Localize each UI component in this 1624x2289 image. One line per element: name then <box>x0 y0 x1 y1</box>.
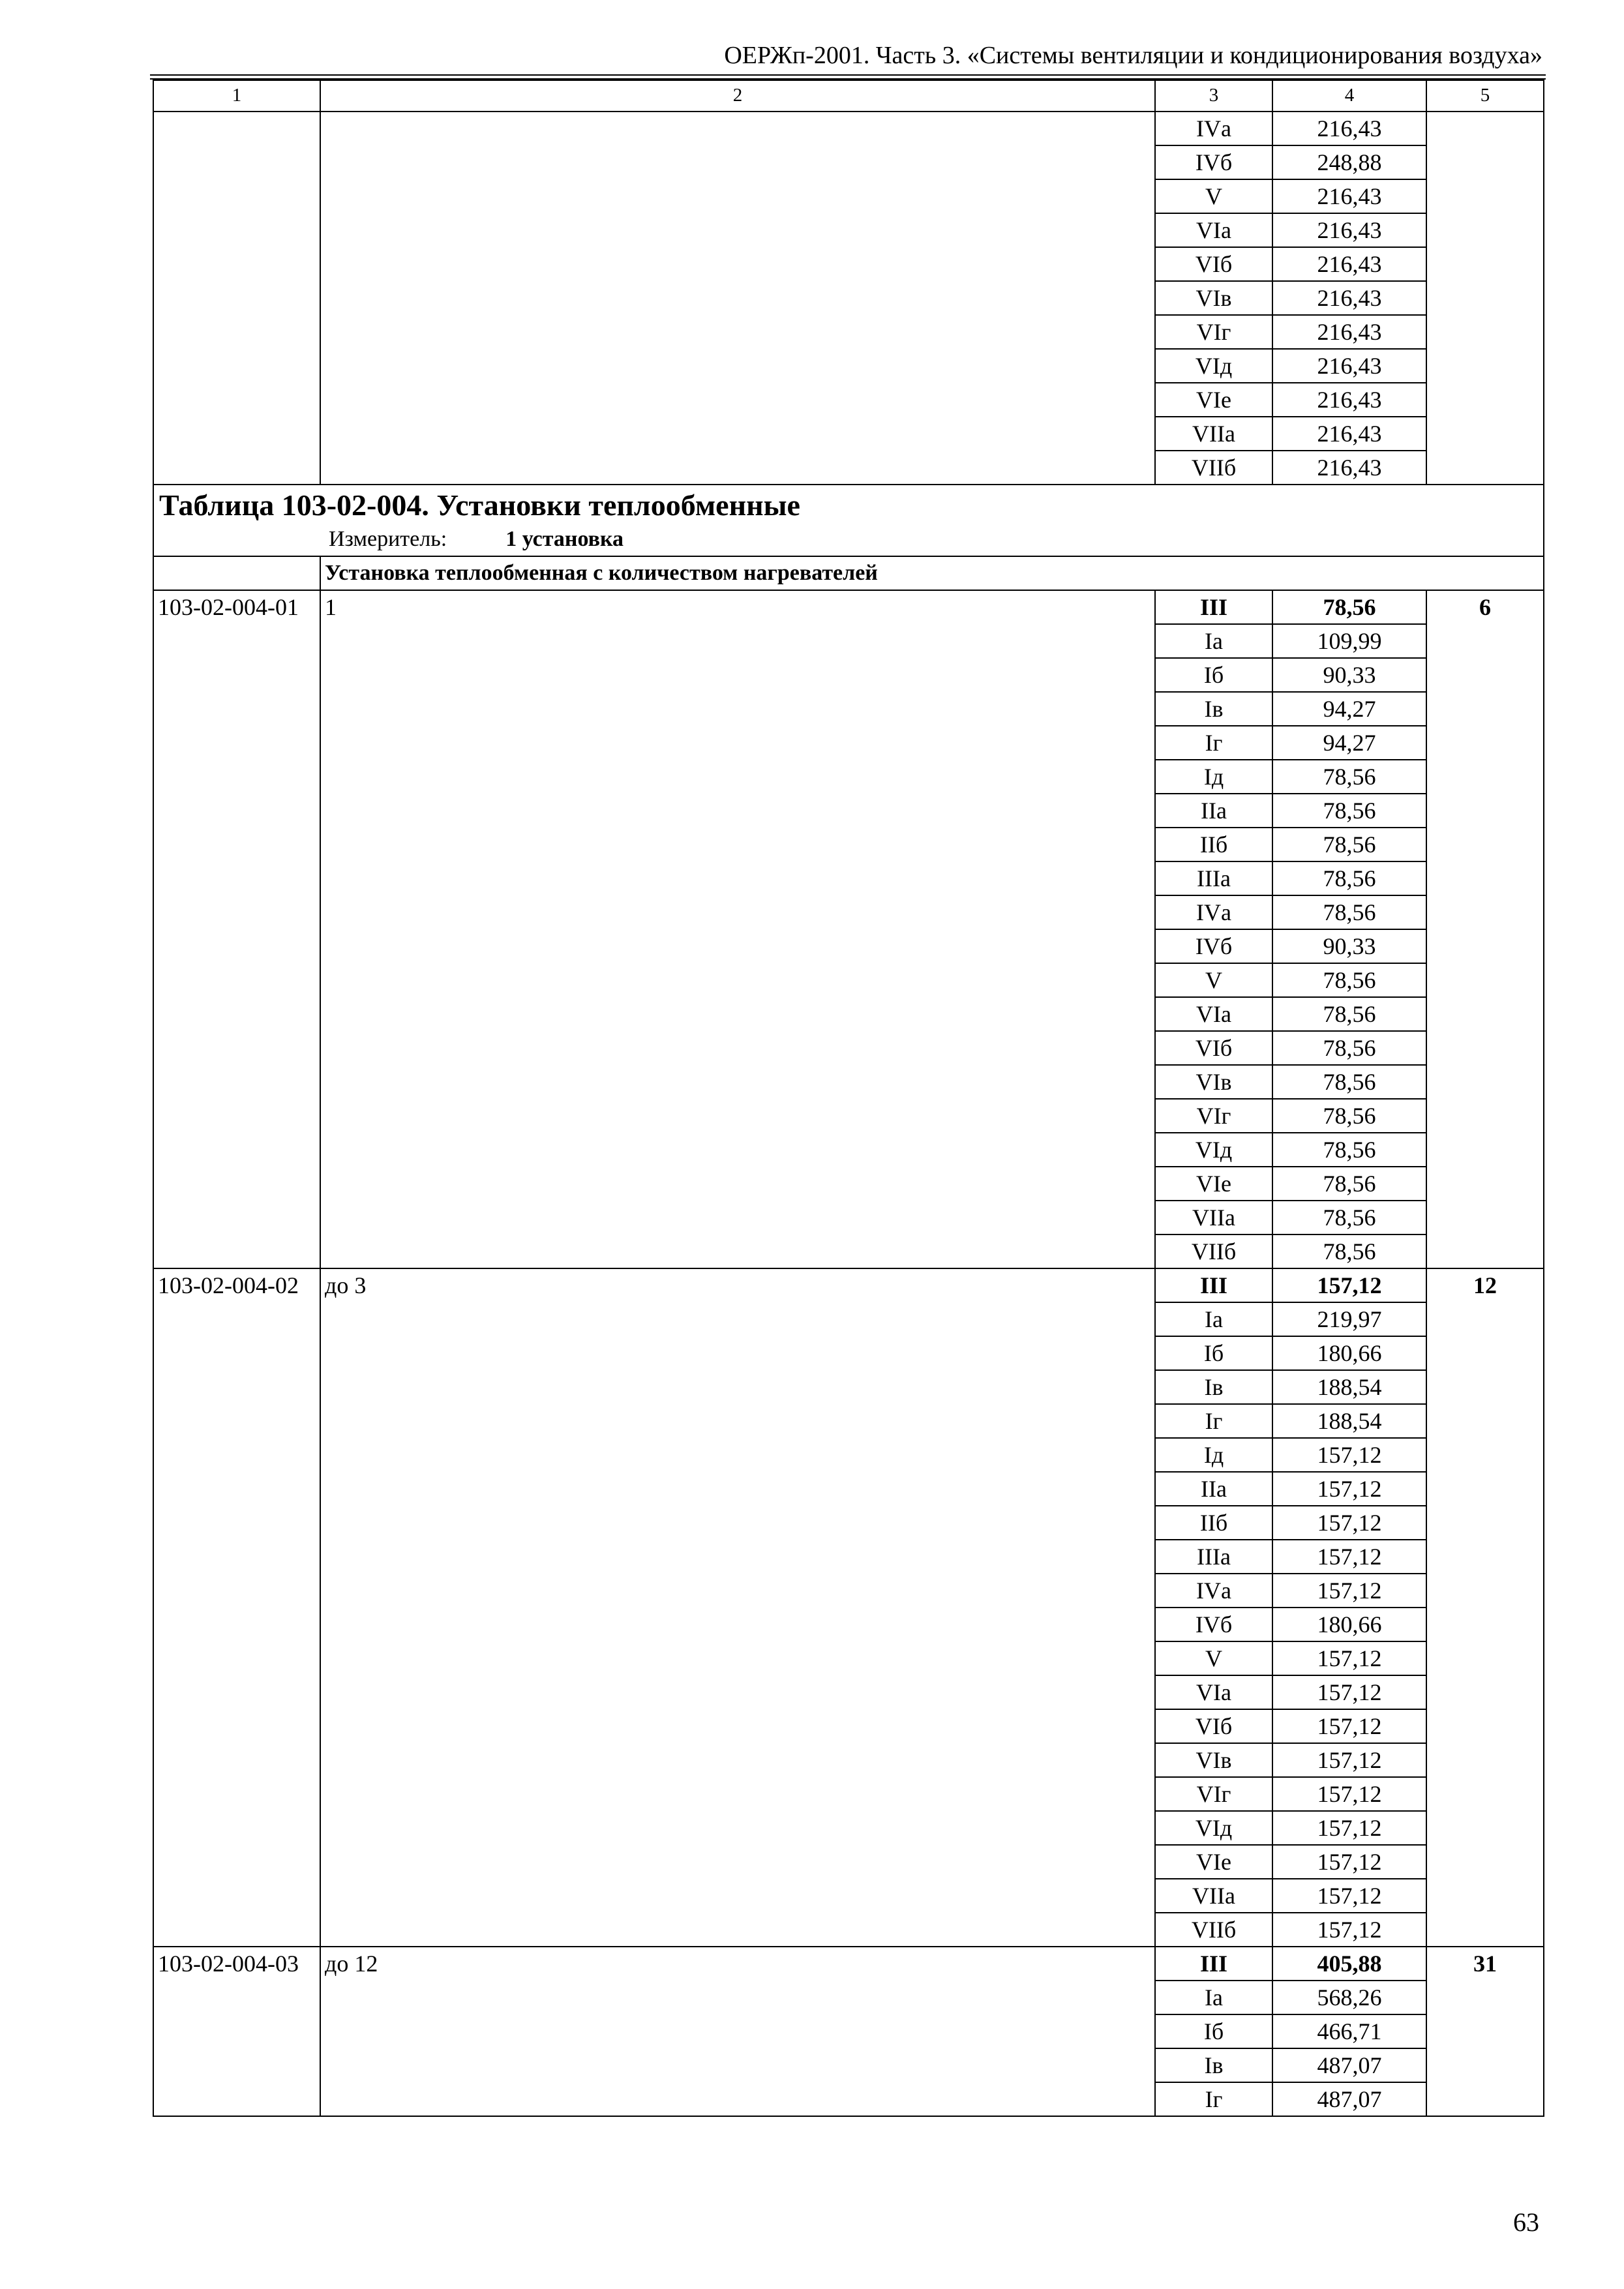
value-cell: 216,43 <box>1272 417 1426 451</box>
zone-cell: V <box>1155 1641 1272 1675</box>
zone-cell: Iа <box>1155 1981 1272 2014</box>
value-cell: 216,43 <box>1272 112 1426 145</box>
zone-cell: VIв <box>1155 1065 1272 1099</box>
zone-cell: IVб <box>1155 929 1272 963</box>
zone-cell: III <box>1155 1268 1272 1302</box>
zone-cell: VIе <box>1155 1845 1272 1879</box>
zone-cell: Iд <box>1155 1438 1272 1472</box>
table-row <box>153 590 1544 624</box>
zone-cell: VIд <box>1155 1811 1272 1845</box>
column-number-1: 1 <box>153 80 320 112</box>
value-cell: 157,12 <box>1272 1574 1426 1608</box>
value-cell: 157,12 <box>1272 1811 1426 1845</box>
table-row <box>153 112 1544 145</box>
value-cell: 216,43 <box>1272 213 1426 247</box>
value-cell: 216,43 <box>1272 315 1426 349</box>
value-cell: 94,27 <box>1272 692 1426 726</box>
zone-cell: Iб <box>1155 1336 1272 1370</box>
subtitle-cell: Установка теплообменная с количеством нагревателей <box>320 556 1544 590</box>
value-cell: 188,54 <box>1272 1404 1426 1438</box>
code-cell: 103-02-004-03 <box>153 1947 320 2116</box>
zone-cell: VIв <box>1155 1743 1272 1777</box>
zone-cell: VIIб <box>1155 1913 1272 1947</box>
value-cell: 466,71 <box>1272 2014 1426 2048</box>
column-number-5: 5 <box>1426 80 1544 112</box>
value-cell: 157,12 <box>1272 1268 1426 1302</box>
zone-cell: VIIа <box>1155 1879 1272 1913</box>
zone-cell: VIб <box>1155 247 1272 281</box>
zone-cell: VIе <box>1155 383 1272 417</box>
zone-cell: IIIа <box>1155 1540 1272 1574</box>
value-cell: 487,07 <box>1272 2082 1426 2116</box>
description-cell <box>320 112 1155 485</box>
value-cell: 188,54 <box>1272 1370 1426 1404</box>
zone-cell: Iв <box>1155 1370 1272 1404</box>
value-cell: 78,56 <box>1272 1031 1426 1065</box>
value-cell: 216,43 <box>1272 247 1426 281</box>
value-cell: 216,43 <box>1272 281 1426 315</box>
value-cell: 78,56 <box>1272 1065 1426 1099</box>
value-cell: 487,07 <box>1272 2048 1426 2082</box>
zone-cell: VIг <box>1155 315 1272 349</box>
zone-cell: IVа <box>1155 1574 1272 1608</box>
value-cell: 78,56 <box>1272 1201 1426 1234</box>
column-numbers-row <box>153 80 1544 112</box>
col5-cell: 6 <box>1426 590 1544 1268</box>
value-cell: 78,56 <box>1272 963 1426 997</box>
description-cell: 1 <box>320 590 1155 1268</box>
zone-cell: III <box>1155 1947 1272 1981</box>
value-cell: 78,56 <box>1272 997 1426 1031</box>
subtitle-row <box>153 556 1544 590</box>
value-cell: 216,43 <box>1272 383 1426 417</box>
value-cell: 157,12 <box>1272 1506 1426 1540</box>
description-cell: до 3 <box>320 1268 1155 1947</box>
zone-cell: VIг <box>1155 1099 1272 1133</box>
value-cell: 90,33 <box>1272 929 1426 963</box>
running-header: ОЕРЖп-2001. Часть 3. «Системы вентиляции и кондиционирования воздуха» <box>724 42 1542 69</box>
value-cell: 78,56 <box>1272 895 1426 929</box>
zone-cell: VIIа <box>1155 417 1272 451</box>
value-cell: 157,12 <box>1272 1472 1426 1506</box>
zone-cell: IIа <box>1155 1472 1272 1506</box>
value-cell: 216,43 <box>1272 451 1426 485</box>
value-cell: 216,43 <box>1272 349 1426 383</box>
zone-cell: VIIб <box>1155 451 1272 485</box>
table-body <box>153 80 1544 2116</box>
value-cell: 180,66 <box>1272 1336 1426 1370</box>
zone-cell: Iб <box>1155 658 1272 692</box>
value-cell: 94,27 <box>1272 726 1426 760</box>
zone-cell: III <box>1155 590 1272 624</box>
page-number: 63 <box>1513 2207 1539 2237</box>
zone-cell: IVб <box>1155 145 1272 179</box>
value-cell: 219,97 <box>1272 1302 1426 1336</box>
price-table <box>153 80 1544 2117</box>
zone-cell: IIIа <box>1155 861 1272 895</box>
value-cell: 157,12 <box>1272 1777 1426 1811</box>
zone-cell: Iг <box>1155 2082 1272 2116</box>
code-cell <box>153 112 320 485</box>
zone-cell: Iг <box>1155 1404 1272 1438</box>
value-cell: 157,12 <box>1272 1641 1426 1675</box>
value-cell: 568,26 <box>1272 1981 1426 2014</box>
value-cell: 78,56 <box>1272 861 1426 895</box>
col5-cell: 12 <box>1426 1268 1544 1947</box>
value-cell: 180,66 <box>1272 1608 1426 1641</box>
zone-cell: IIб <box>1155 1506 1272 1540</box>
value-cell: 157,12 <box>1272 1743 1426 1777</box>
value-cell: 78,56 <box>1272 1099 1426 1133</box>
code-cell: 103-02-004-01 <box>153 590 320 1268</box>
value-cell: 78,56 <box>1272 1133 1426 1167</box>
zone-cell: IIа <box>1155 794 1272 828</box>
value-cell: 78,56 <box>1272 1167 1426 1201</box>
zone-cell: VIIб <box>1155 1234 1272 1268</box>
value-cell: 78,56 <box>1272 590 1426 624</box>
column-number-3: 3 <box>1155 80 1272 112</box>
zone-cell: VIа <box>1155 213 1272 247</box>
zone-cell: VIе <box>1155 1167 1272 1201</box>
description-cell: до 12 <box>320 1947 1155 2116</box>
column-number-2: 2 <box>320 80 1155 112</box>
table-title-row <box>153 485 1544 556</box>
value-cell: 248,88 <box>1272 145 1426 179</box>
zone-cell: VIв <box>1155 281 1272 315</box>
table-title: Таблица 103-02-004. Установки теплообменные <box>159 488 800 522</box>
zone-cell: Iг <box>1155 726 1272 760</box>
col5-cell <box>1426 112 1544 485</box>
value-cell: 78,56 <box>1272 1234 1426 1268</box>
value-cell: 78,56 <box>1272 828 1426 861</box>
value-cell: 78,56 <box>1272 760 1426 794</box>
header-rule <box>150 74 1546 80</box>
zone-cell: IVа <box>1155 895 1272 929</box>
zone-cell: Iб <box>1155 2014 1272 2048</box>
table-row <box>153 1268 1544 1302</box>
value-cell: 109,99 <box>1272 624 1426 658</box>
unit-line <box>154 523 1543 556</box>
zone-cell: IVа <box>1155 112 1272 145</box>
unit-label: Измеритель: <box>329 527 447 551</box>
col5-cell: 31 <box>1426 1947 1544 2116</box>
zone-cell: VIа <box>1155 1675 1272 1709</box>
value-cell: 157,12 <box>1272 1709 1426 1743</box>
zone-cell: V <box>1155 963 1272 997</box>
zone-cell: VIа <box>1155 997 1272 1031</box>
zone-cell: IIб <box>1155 828 1272 861</box>
unit-value: 1 установка <box>505 527 624 551</box>
zone-cell: Iв <box>1155 692 1272 726</box>
value-cell: 157,12 <box>1272 1675 1426 1709</box>
table-title-cell <box>153 485 1544 556</box>
zone-cell: Iа <box>1155 624 1272 658</box>
value-cell: 90,33 <box>1272 658 1426 692</box>
zone-cell: VIIа <box>1155 1201 1272 1234</box>
zone-cell: VIг <box>1155 1777 1272 1811</box>
zone-cell: Iв <box>1155 2048 1272 2082</box>
value-cell: 78,56 <box>1272 794 1426 828</box>
value-cell: 157,12 <box>1272 1540 1426 1574</box>
value-cell: 405,88 <box>1272 1947 1426 1981</box>
value-cell: 157,12 <box>1272 1438 1426 1472</box>
zone-cell: IVб <box>1155 1608 1272 1641</box>
value-cell: 157,12 <box>1272 1845 1426 1879</box>
zone-cell: VIб <box>1155 1709 1272 1743</box>
value-cell: 216,43 <box>1272 179 1426 213</box>
zone-cell: Iа <box>1155 1302 1272 1336</box>
column-number-4: 4 <box>1272 80 1426 112</box>
zone-cell: V <box>1155 179 1272 213</box>
zone-cell: VIд <box>1155 1133 1272 1167</box>
value-cell: 157,12 <box>1272 1913 1426 1947</box>
subtitle-code-cell <box>153 556 320 590</box>
zone-cell: VIб <box>1155 1031 1272 1065</box>
code-cell: 103-02-004-02 <box>153 1268 320 1947</box>
zone-cell: Iд <box>1155 760 1272 794</box>
table-row <box>153 1947 1544 1981</box>
value-cell: 157,12 <box>1272 1879 1426 1913</box>
zone-cell: VIд <box>1155 349 1272 383</box>
